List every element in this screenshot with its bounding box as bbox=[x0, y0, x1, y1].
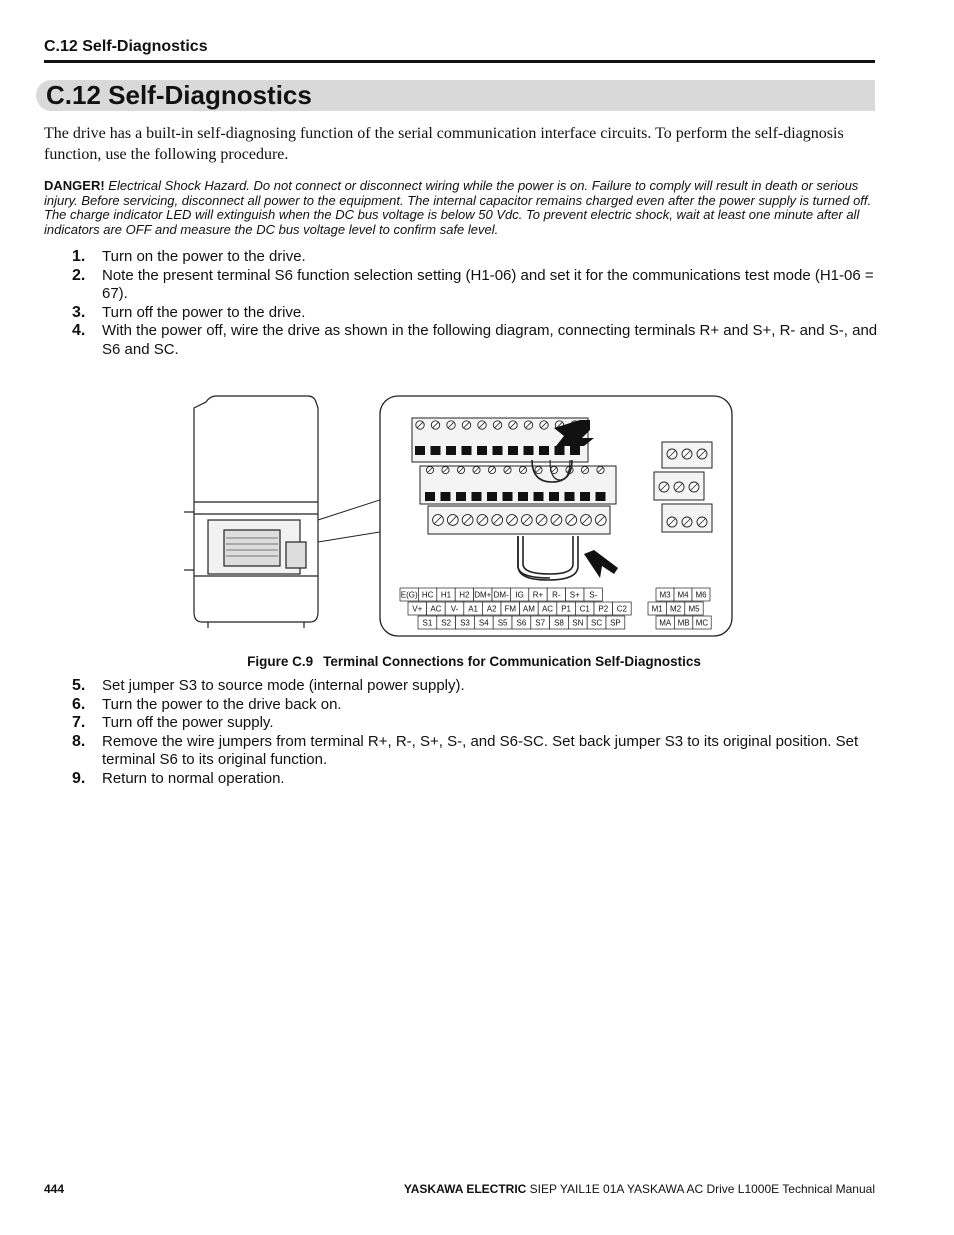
terminal-slot bbox=[549, 492, 559, 501]
terminal-label: S5 bbox=[497, 618, 508, 628]
terminal-label: S+ bbox=[569, 590, 580, 600]
terminal-label: A1 bbox=[468, 604, 478, 614]
terminal-slot bbox=[487, 492, 497, 501]
step-item bbox=[44, 733, 880, 770]
terminal-slot bbox=[539, 446, 549, 455]
caption-label: Figure C.9 bbox=[247, 654, 314, 669]
section-title: C.12 Self-Diagnostics bbox=[46, 80, 312, 110]
caption-text: Terminal Connections for Communication Self-Diagnostics bbox=[323, 654, 701, 669]
terminal-label: E(G) bbox=[400, 590, 418, 600]
terminal-slot bbox=[477, 446, 487, 455]
terminal-slot bbox=[446, 446, 456, 455]
step-text: Turn off the power to the drive. bbox=[102, 303, 306, 321]
terminal-label: S2 bbox=[441, 618, 452, 628]
danger-text: Electrical Shock Hazard. Do not connect or disconnect wiring while the power is on. Failure to comply will result in death or serious injury. Before servicing, disconnect all power to the equipment. The internal capacitor remains charged even after the power supply is turned off. The charge indicator LED will extinguish when the DC bus voltage is below 50 Vdc. To prevent electric shock, wait at least one minute after all indicators are OFF and measure the DC bus voltage level to confirm safe level. bbox=[44, 178, 872, 237]
step-item bbox=[44, 696, 880, 715]
step-number: 2. bbox=[72, 266, 86, 284]
step-text: With the power off, wire the drive as shown in the following diagram, connecting terminals R+ and S+, R- and S-, and S6 and SC. bbox=[102, 322, 878, 358]
terminal-slot bbox=[472, 492, 482, 501]
step-number: 7. bbox=[72, 714, 86, 731]
terminal-slot bbox=[441, 492, 451, 501]
intro-paragraph: The drive has a built-in self-diagnosing function of the serial communication interface circuits. To perform the self-diagnosis function, use the following procedure. bbox=[44, 125, 844, 163]
terminal-label: S7 bbox=[535, 618, 546, 628]
terminal-label: H2 bbox=[459, 590, 470, 600]
terminal-slot bbox=[518, 492, 528, 501]
step-text: Turn the power to the drive back on. bbox=[102, 695, 342, 713]
procedure-steps-5-9 bbox=[44, 677, 880, 788]
terminal-label: IG bbox=[515, 590, 524, 600]
terminal-label: AC bbox=[430, 604, 442, 614]
terminal-label: M6 bbox=[695, 590, 707, 600]
step-number: 1. bbox=[72, 248, 86, 265]
terminal-label: S4 bbox=[478, 618, 489, 628]
terminal-label: AC bbox=[541, 604, 554, 614]
terminal-label: AM bbox=[522, 604, 535, 614]
terminal-slot bbox=[503, 492, 513, 501]
terminal-slot bbox=[555, 446, 565, 455]
terminal-label: V- bbox=[450, 604, 459, 614]
terminal-label: C1 bbox=[579, 604, 590, 614]
running-header: C.12 Self-Diagnostics bbox=[44, 38, 208, 55]
terminal-label: S8 bbox=[554, 618, 564, 628]
terminal-label: S6 bbox=[516, 618, 527, 628]
terminal-label: MA bbox=[659, 618, 672, 628]
step-text: Note the present terminal S6 function selection setting (H1-06) and set it for the communications test mode (H1-06 = 67). bbox=[102, 266, 874, 302]
step-number: 8. bbox=[72, 732, 86, 750]
step-text: Turn off the power supply. bbox=[102, 714, 274, 731]
terminal-slot bbox=[456, 492, 466, 501]
terminal-label: SC bbox=[591, 618, 603, 628]
terminal-label: M1 bbox=[651, 604, 663, 614]
terminal-label: A2 bbox=[486, 604, 497, 614]
figure-caption bbox=[44, 654, 904, 669]
terminal-label: DM+ bbox=[474, 590, 492, 600]
step-item bbox=[44, 304, 880, 323]
terminal-label: DM- bbox=[493, 590, 509, 600]
terminal-label: P1 bbox=[561, 604, 571, 614]
terminal-slot bbox=[415, 446, 425, 455]
terminal-slot bbox=[425, 492, 435, 501]
terminal-label: P2 bbox=[598, 604, 609, 614]
header-rule bbox=[44, 60, 875, 63]
terminal-label: V+ bbox=[412, 604, 423, 614]
terminal-slot bbox=[462, 446, 472, 455]
procedure-steps-1-4 bbox=[44, 248, 880, 359]
terminal-labels bbox=[400, 588, 711, 629]
terminal-label: M3 bbox=[659, 590, 671, 600]
step-number: 3. bbox=[72, 303, 86, 321]
terminal-slot bbox=[580, 492, 590, 501]
terminal-label: S3 bbox=[460, 618, 470, 628]
terminal-label: HC bbox=[421, 590, 434, 600]
terminal-slot bbox=[431, 446, 441, 455]
step-item bbox=[44, 248, 880, 267]
step-text: Set jumper S3 to source mode (internal power supply). bbox=[102, 677, 465, 694]
terminal-label: M4 bbox=[677, 590, 689, 600]
step-item bbox=[44, 322, 880, 359]
step-number: 4. bbox=[72, 322, 86, 339]
terminal-slot bbox=[493, 446, 503, 455]
step-text: Remove the wire jumpers from terminal R+, R-, S+, S-, and S6-SC. Set back jumper S3 to its original position. Set terminal S6 to its original function. bbox=[102, 732, 859, 768]
footer-brand: YASKAWA ELECTRIC bbox=[403, 1182, 527, 1196]
terminal-label: H1 bbox=[440, 590, 452, 600]
terminal-slot bbox=[596, 492, 606, 501]
page-number: 444 bbox=[44, 1182, 65, 1196]
step-item bbox=[44, 267, 880, 304]
section-title-band bbox=[36, 80, 875, 111]
drive-illustration bbox=[184, 396, 318, 628]
step-number: 9. bbox=[72, 769, 86, 787]
terminal-slot bbox=[570, 446, 580, 455]
danger-label: DANGER! bbox=[44, 178, 105, 193]
terminal-label: SN bbox=[572, 618, 584, 628]
terminal-label: S1 bbox=[422, 618, 433, 628]
step-text: Return to normal operation. bbox=[102, 769, 285, 787]
terminal-label: SP bbox=[610, 618, 621, 628]
footer-manual-title bbox=[404, 1182, 875, 1196]
terminal-slot bbox=[534, 492, 544, 501]
terminal-label: R- bbox=[552, 590, 561, 600]
danger-notice bbox=[44, 179, 879, 237]
terminal-label: MC bbox=[695, 618, 709, 628]
terminal-slot bbox=[524, 446, 534, 455]
terminal-label: S- bbox=[589, 590, 598, 600]
step-item bbox=[44, 770, 880, 789]
terminal-label: R+ bbox=[532, 590, 544, 600]
terminal-label: M5 bbox=[688, 604, 700, 614]
step-text: Turn on the power to the drive. bbox=[102, 248, 306, 265]
terminal-label: C2 bbox=[616, 604, 628, 614]
step-number: 6. bbox=[72, 695, 86, 713]
footer-manual: SIEP YAIL1E 01A YASKAWA AC Drive L1000E Technical Manual bbox=[529, 1182, 875, 1196]
step-item bbox=[44, 677, 880, 696]
terminal-slot bbox=[565, 492, 575, 501]
terminal-diagram bbox=[180, 390, 740, 646]
terminal-label: MB bbox=[677, 618, 690, 628]
terminal-slot bbox=[508, 446, 518, 455]
step-item bbox=[44, 714, 880, 733]
terminal-label: M2 bbox=[670, 604, 682, 614]
terminal-label: FM bbox=[504, 604, 517, 614]
step-number: 5. bbox=[72, 677, 86, 694]
